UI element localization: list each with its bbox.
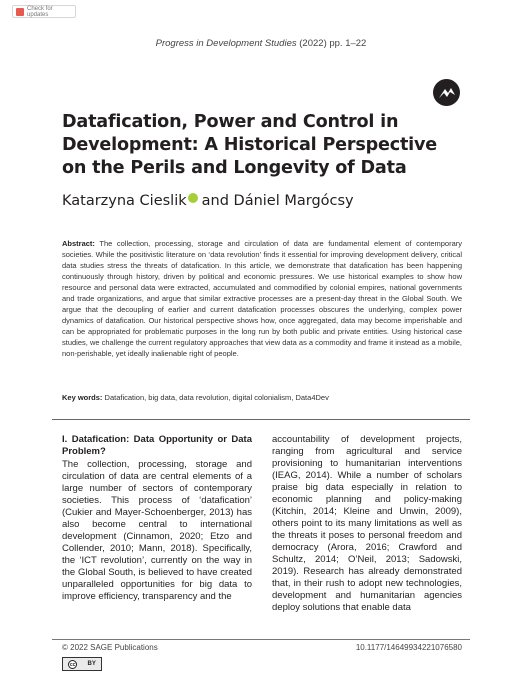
abstract-text: The collection, processing, storage and circulation of data are fundamental element of contemporary societies. While the positivistic literature on ‘data revolution’ finds it essential for improving development delivery, critical data studies stress the threats of datafication. In this article, we demonstrate that datafication has been happening continuously through history, driven by political and economic pressures. We use historical examples to show how resource and personal data were extracted, accumulated and commodified by colonial empires, national governments and trade organizations, and argue that similar extractive processes are a present-day threat in the Global South. We argue that the decoupling of earlier and current datafication processes obscures the underlying, complex power dynamics of datafication. Our historical perspective shows how, once aggregated, data may become imperishable and can be appropriated for problematic purposes in the long run by both public and private entities. Using historical case studies, we challenge the current regulatory approaches that view data as a commodity and frame it instead as a mobile, non-perishable, yet ideally inalienable right of people. — [62, 239, 462, 359]
journal-pages: (2022) pp. 1–22 — [299, 38, 367, 49]
keywords-text: Datafication, big data, data revolution, digital colonialism, Data4Dev — [104, 393, 329, 402]
orcid-icon[interactable] — [188, 193, 198, 203]
doi-link[interactable]: 10.1177/14649934221076580 — [355, 643, 462, 652]
abstract-label: Abstract: — [62, 239, 95, 248]
keywords — [62, 393, 462, 402]
check-for-updates-label: Check for updates — [27, 5, 53, 18]
footer-divider — [52, 639, 470, 640]
creative-commons-icon[interactable] — [62, 657, 102, 671]
abstract — [62, 238, 462, 360]
divider — [52, 419, 470, 420]
journal-name: Progress in Development Studies — [155, 38, 297, 49]
copyright-notice: © 2022 SAGE Publications — [62, 643, 158, 652]
article-title: Datafication, Power and Control in Development: A Historical Perspective on the Perils and Longevity of Data — [62, 112, 438, 178]
author-name: and Dániel Margócsy — [201, 193, 354, 209]
body-column-left — [62, 434, 252, 603]
author-name: Katarzyna Cieslik — [62, 193, 187, 209]
check-for-updates-icon — [16, 8, 24, 16]
section-body-text-continued: accountability of development projects, ranging from agricultural and service provisioning to humanitarian interventions (IEAG, 2014). While a number of scholars praise big data especially in relation to economic planning and policy-making (Kitchin, 2014; Kleine and Unwin, 2009), others point to its many limitations as well as the threats it poses to personal freedom and democracy (Arora, 2016; Crawford and Schultz, 2014; O’Neil, 2013; Sadowski, 2019). Research has already demonstrated that, in their rush to adopt new technologies, development and humanitarian agencies deploy solutions that enable data — [272, 434, 462, 613]
author-line — [62, 193, 354, 209]
keywords-label: Key words: — [62, 393, 103, 402]
journal-header — [0, 38, 522, 49]
cc-mark: cc — [69, 661, 76, 668]
section-heading: I. Datafication: Data Opportunity or Data Problem? — [62, 434, 252, 457]
section-body-text: The collection, processing, storage and circulation of data are central elements of a large number of sectors of contemporary societies. This process of ‘datafication’ (Cukier and Mayer-Schoenberger, 2013) has also become central to international development (Cinnamon, 2020; Etzo and Collender, 2010; Mann, 2018). Specifically, the ‘ICT revolution’, currently on the way in the Global South, is believed to have created unparalleled opportunities for big data to improve efficiency, transparency and the — [62, 459, 252, 602]
journal-logo-icon — [433, 79, 460, 106]
check-for-updates-badge[interactable] — [12, 5, 76, 18]
cc-by-label: BY — [87, 661, 96, 667]
body-column-right — [272, 434, 462, 614]
